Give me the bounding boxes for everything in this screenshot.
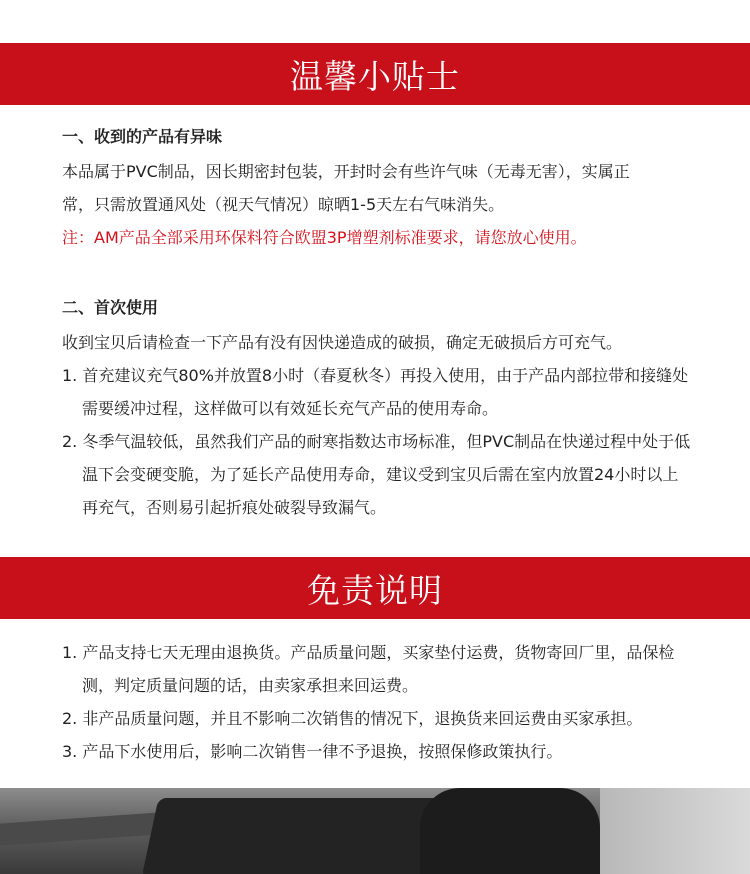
- list-item: 2. 非产品质量问题，并且不影响二次销售的情况下，退换货来回运费由买家承担。: [62, 709, 643, 728]
- section-odor: [62, 127, 692, 254]
- section-odor-line1: 本品属于PVC制品，因长期密封包装，开封时会有些许气味（无毒无害），实属正: [62, 162, 630, 181]
- disclaimer-banner: [0, 557, 750, 619]
- section-disclaimer: [62, 636, 692, 768]
- section-odor-heading: 一、收到的产品有异味: [62, 127, 223, 146]
- photo-shape: [420, 788, 600, 874]
- disclaimer-title: 免责说明: [307, 570, 443, 610]
- tips-banner: [0, 43, 750, 105]
- tips-title: 温馨小贴士: [290, 56, 460, 96]
- list-item: 1. 首充建议充气80%并放置8小时（春夏秋冬）再投入使用，由于产品内部拉带和接缝处需要缓冲过程，这样做可以有效延长充气产品的使用寿命。: [62, 366, 689, 418]
- list-item: 2. 冬季气温较低，虽然我们产品的耐寒指数达市场标准，但PVC制品在快递过程中处于低温下会变硬变脆，为了延长产品使用寿命，建议受到宝贝后需在室内放置24小时以上再充气，否则易引起折痕处破裂导致漏气。: [62, 432, 691, 517]
- photo-band: [0, 812, 160, 845]
- section-odor-line2: 常，只需放置通风处（视天气情况）晾晒1-5天左右气味消失。: [62, 195, 505, 214]
- photo-highlight: [600, 788, 750, 874]
- list-item: 3. 产品下水使用后，影响二次销售一律不予退换，按照保修政策执行。: [62, 742, 563, 761]
- section-first-use: [62, 298, 692, 524]
- section-odor-note: 注：AM产品全部采用环保料符合欧盟3P增塑剂标准要求，请您放心使用。: [62, 228, 587, 247]
- section-first-use-intro: 收到宝贝后请检查一下产品有没有因快递造成的破损，确定无破损后方可充气。: [62, 333, 623, 352]
- list-item: 1. 产品支持七天无理由退换货。产品质量问题，买家垫付运费，货物寄回厂里，品保检测，判定质量问题的话，由卖家承担来回运费。: [62, 643, 675, 695]
- section-first-use-heading: 二、首次使用: [62, 298, 159, 317]
- product-photo: [0, 788, 750, 874]
- photo-shape: [141, 798, 458, 874]
